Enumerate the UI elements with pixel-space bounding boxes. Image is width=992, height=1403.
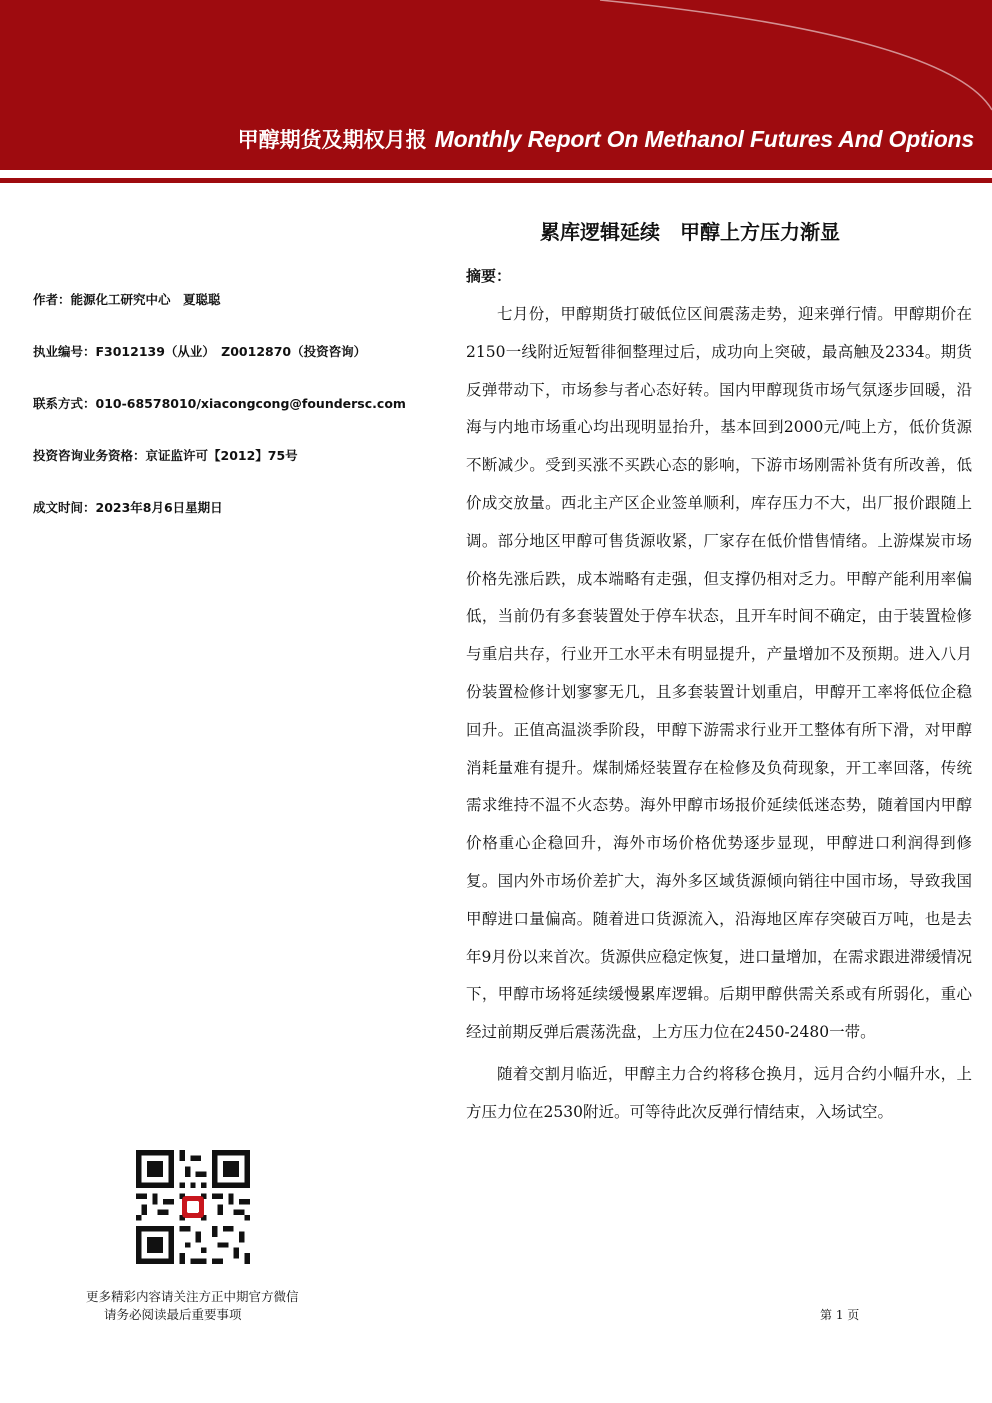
header-divider: [0, 178, 992, 183]
summary-label: 摘要：: [466, 267, 512, 285]
qualification-line: 投资咨询业务资格：京证监许可【2012】75号: [33, 448, 298, 463]
page-number: 第 1 页: [820, 1308, 860, 1322]
author-line: 作者：能源化工研究中心 夏聪聪: [33, 292, 221, 307]
header-banner: [0, 0, 992, 170]
body-paragraph: 随着交割月临近，甲醇主力合约将移仓换月，远月合约小幅升水，上方压力位在2530附近。可等待此次反弹行情结束，入场试空。: [466, 1064, 972, 1121]
report-title-cn: 甲醇期货及期权月报: [237, 128, 427, 152]
article-body: [466, 296, 972, 1132]
license-line: 执业编号：F3012139（从业） Z0012870（投资咨询）: [33, 344, 367, 359]
qr-caption: [86, 1288, 299, 1324]
body-paragraph: 七月份，甲醇期货打破低位区间震荡走势，迎来弹行情。甲醇期价在2150一线附近短暂徘徊整理过后，成功向上突破，最高触及2334。期货反弹带动下，市场参与者心态好转。国内甲醇现货市场气氛逐步回暖，沿海与内地市场重心均出现明显抬升，基本回到2000元/吨上方，低价货源不断减少。受到买涨不买跌心态的影响，下游市场刚需补货有所改善，低价成交放量。西北主产区企业签单顺利，库存压力不大，出厂报价跟随上调。部分地区甲醇可售货源收紧，厂家存在低价惜售情绪。上游煤炭市场价格先涨后跌，成本端略有走强，但支撑仍相对乏力。甲醇产能利用率偏低，当前仍有多套装置处于停车状态，且开车时间不确定，由于装置检修与重启共存，行业开工水平未有明显提升，产量增加不及预期。进入八月份装置检修计划寥寥无几，且多套装置计划重启，甲醇开工率将低位企稳回升。正值高温淡季阶段，甲醇下游需求行业开工整体有所下滑，对甲醇消耗量难有提升。煤制烯烃装置存在检修及负荷现象，开工率回落，传统需求维持不温不火态势。海外甲醇市场报价延续低迷态势，随着国内甲醇价格重心企稳回升，海外市场价格优势逐步显现，甲醇进口利润得到修复。国内外市场价差扩大，海外多区域货源倾向销往中国市场，导致我国甲醇进口量偏高。随着进口货源流入，沿海地区库存突破百万吨，也是去年9月份以来首次。货源供应稳定恢复，进口量增加，在需求跟进滞缓情况下，甲醇市场将延续缓慢累库逻辑。后期甲醇供需关系或有所弱化，重心经过前期反弹后震荡洗盘，上方压力位在2450-2480一带。: [466, 305, 972, 1042]
report-title: [238, 124, 974, 154]
article-title: 累库逻辑延续 甲醇上方压力渐显: [540, 220, 840, 244]
qr-caption-line: 更多精彩内容请关注方正中期官方微信: [86, 1289, 299, 1304]
date-line: 成文时间：2023年8月6日星期日: [33, 500, 223, 515]
disclaimer-note: 请务必阅读最后重要事项: [104, 1307, 242, 1322]
report-title-en: Monthly Report On Methanol Futures And Options: [434, 126, 974, 152]
qr-code-icon: [136, 1150, 250, 1264]
contact-line: 联系方式：010-68578010/xiacongcong@foundersc.com: [33, 396, 406, 411]
author-info: [33, 290, 406, 550]
